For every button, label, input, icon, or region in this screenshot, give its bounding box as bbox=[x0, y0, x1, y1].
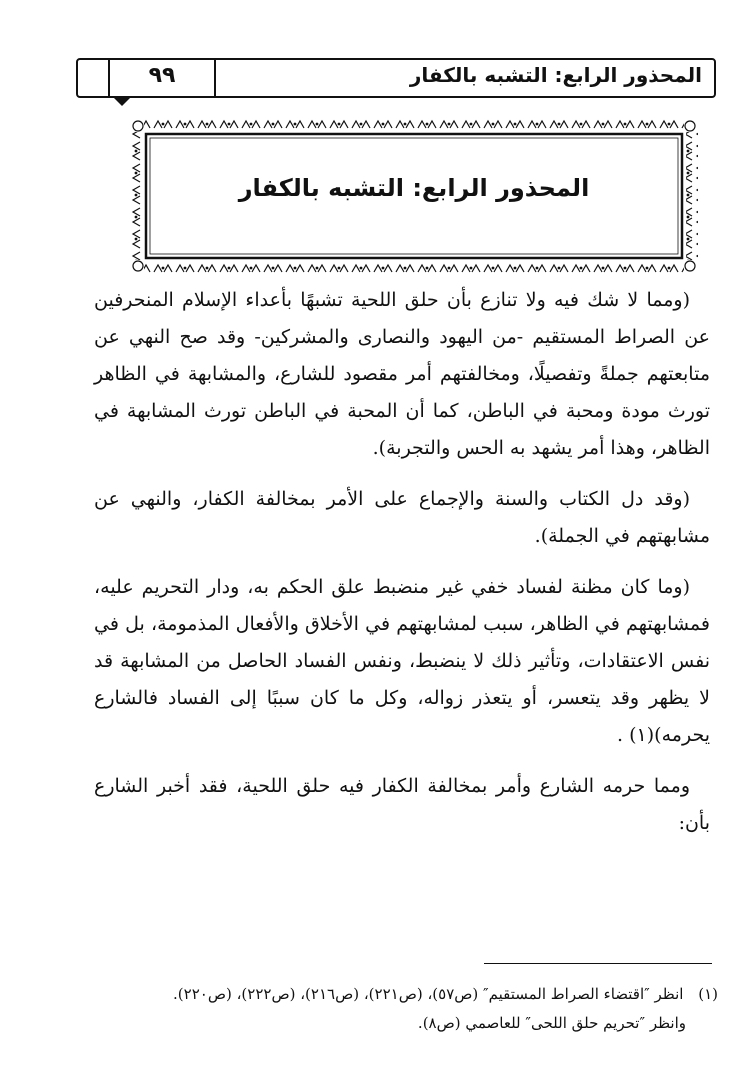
footnote-line-2: وانظر ″تحريم حلق اللحى″ للعاصمي (ص٨). bbox=[417, 1014, 686, 1032]
running-header-title: المحذور الرابع: التشبه بالكفار bbox=[409, 63, 702, 87]
paragraph-3: (وما كان مظنة لفساد خفي غير منضبط علق الحكم به، ودار التحريم عليه، فمشابهتهم في الظاهر، سبب لمشابهتهم في الأخلاق والأفعال المذمومة، بل في نفس الاعتقادات، وتأثير ذلك لا ينضبط، ونفس الفساد الحاصل من المشابهة قد لا يظهر وقد يتعسر، أو يتعذر زواله، وكل ما كان سببًا إلى الفساد فالشارع يحرمه)(١) . bbox=[94, 576, 710, 746]
chapter-title-frame bbox=[130, 118, 698, 274]
chapter-title: المحذور الرابع: التشبه بالكفار bbox=[238, 174, 590, 202]
running-header bbox=[76, 58, 716, 98]
page-number-box bbox=[108, 58, 216, 98]
paragraph-2: (وقد دل الكتاب والسنة والإجماع على الأمر بمخالفة الكفار، والنهي عن مشابهتهم في الجملة). bbox=[94, 488, 710, 547]
footnote-1 bbox=[96, 980, 718, 1009]
paragraph-4: ومما حرمه الشارع وأمر بمخالفة الكفار فيه حلق اللحية، فقد أخبر الشارع بأن: bbox=[94, 775, 710, 834]
footnote-number: (١) bbox=[698, 985, 718, 1003]
footnote-separator bbox=[484, 963, 712, 964]
page-number: ٩٩ bbox=[148, 63, 176, 88]
body-text bbox=[94, 282, 710, 856]
footnote-line-1: انظر ″اقتضاء الصراط المستقيم″ (ص٥٧)، (ص٢٢١)، (ص٢١٦)، (ص٢٢٢)، (ص٢٢٠). bbox=[173, 985, 684, 1003]
footnotes bbox=[96, 980, 718, 1038]
paragraph-1: (ومما لا شك فيه ولا تنازع بأن حلق اللحية تشبهًا بأعداء الإسلام المنحرفين عن الصراط المستقيم -من اليهود والنصارى والمشركين- وقد صح النهي عن متابعتهم جملةً وتفصيلًا، ومخالفتهم أمر مقصود للشارع، والمشابهة في الظاهر تورث مودة ومحبة في الباطن، كما أن المحبة في الباطن تورث المشابهة في الظاهر، وهذا أمر يشهد به الحس والتجربة). bbox=[94, 289, 710, 459]
